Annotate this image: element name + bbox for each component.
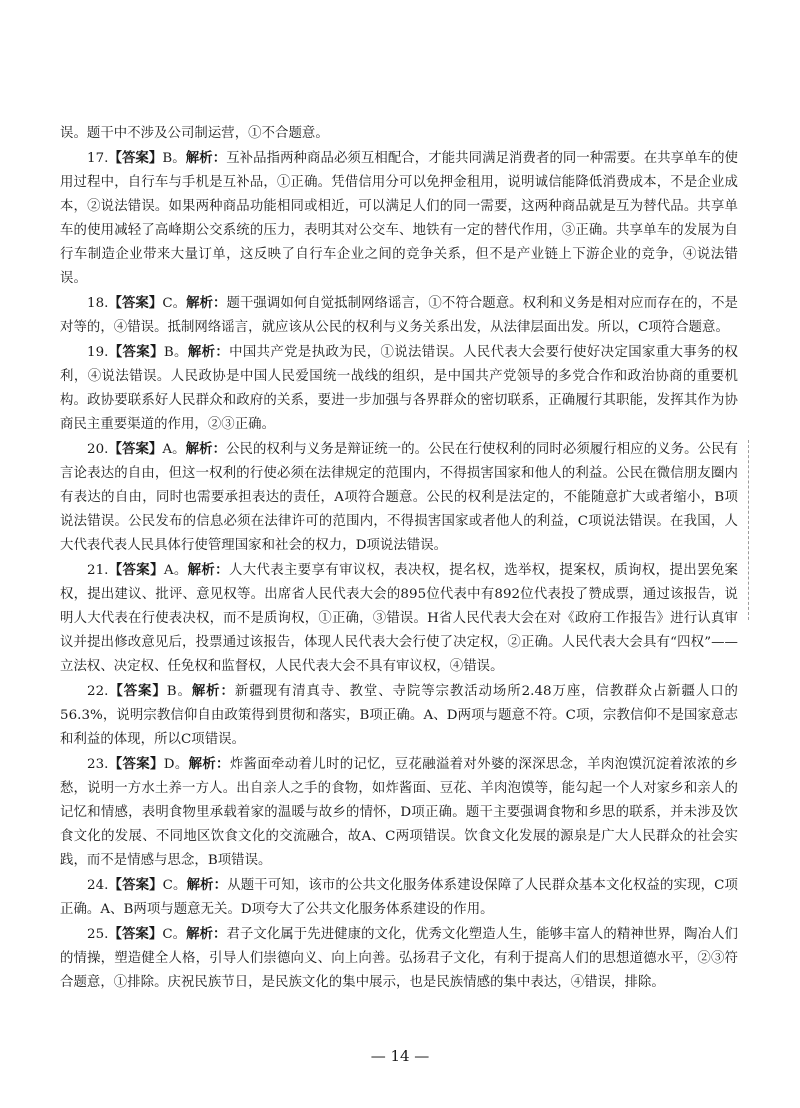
- answer-label: 答案: [121, 441, 149, 457]
- analysis-label: 解析：: [186, 877, 228, 893]
- question-number: 20.: [87, 442, 109, 457]
- analysis-label: 解析：: [188, 756, 230, 772]
- answer-label: 答案: [122, 877, 150, 893]
- answer-label: 答案: [123, 683, 153, 699]
- answer-explanation-body: [60, 122, 738, 995]
- answer-value: A。: [162, 442, 186, 457]
- paragraph-text: 炸酱面牵动着儿时的记忆，豆花融溢着对外婆的深深思念，羊肉泡馍沉淀着浓浓的乡愁，说明一方水土养一方人。出自亲人之手的食物，如炸酱面、豆花、羊肉泡馍等，能勾起一个人对家乡和亲人的记忆和情感，表明食物里承载着家的温暖与故乡的情怀，D项正确。题干主要强调食物和乡思的联系，并未涉及饮食文化的发展、不同地区饮食文化的交流融合，故A、C两项错误。饮食文化发展的源泉是广大人民群众的社会实践，而不是情感与思念，B项错误。: [60, 757, 738, 868]
- answer-value: C。: [162, 927, 187, 942]
- answer-value: C。: [162, 878, 187, 893]
- answer-bracket-open: 【: [108, 877, 123, 893]
- question-number: 17.: [87, 151, 109, 166]
- answer-value: D。: [163, 757, 189, 772]
- answer-value: B。: [163, 345, 188, 360]
- paragraph-q24: [60, 873, 738, 922]
- answer-label: 答案: [122, 756, 150, 772]
- answer-value: B。: [166, 684, 192, 699]
- answer-bracket-close: 】: [148, 926, 163, 942]
- paragraph-text: 公民的权利与义务是辩证统一的。公民在行使权利的同时必须履行相应的义务。公民有言论表达的自由，但这一权利的行使必须在法律规定的范围内，不得损害国家和他人的利益。公民在微信朋友圈内有表达的自由，同时也需要承担表达的责任，A项符合题意。公民的权利是法定的，不能随意扩大或者缩小，B项说法错误。公民发布的信息必须在法律许可的范围内，不得损害国家或者他人的利益，C项说法错误。在我国，人大代表代表人民具体行使管理国家和社会的权力，D项说法错误。: [60, 442, 738, 553]
- answer-label: 答案: [122, 344, 151, 360]
- answer-label: 答案: [122, 562, 151, 578]
- answer-bracket-close: 】: [148, 295, 163, 311]
- answer-bracket-close: 】: [149, 756, 164, 772]
- analysis-label: 解析：: [187, 344, 230, 360]
- paragraph-text: 互补品指两种商品必须互相配合，才能共同满足消费者的同一种需要。在共享单车的使用过程中，自行车与手机是互补品，①正确。凭借信用分可以免押金租用，说明诚信能降低消费成本，不是企业成本，②说法错误。如果两种商品功能相同或相近，可以满足人们的同一需要，这两种商品就是互为替代品。共享单车的使用减轻了高峰期公交系统的压力，表明其对公交车、地铁有一定的替代作用，③正确。共享单车的发展为自行车制造企业带来大量订单，这反映了自行车企业之间的竞争关系，但不是产业链上下游企业的竞争，④说法错误。: [60, 151, 738, 286]
- analysis-label: 解析：: [185, 150, 227, 166]
- paragraph-q19: [60, 340, 738, 437]
- paragraph-text: 人大代表主要享有审议权，表决权，提名权，选举权，提案权，质询权，提出罢免案权，提出建议、批评、意见权等。出席省人民代表大会的895位代表中有892位代表投了赞成票，通过该报告，说明人大代表在行使表决权，而不是质询权，①正确，③错误。H省人民代表大会在对《政府工作报告》进行认真审议并提出修改意见后，投票通过该报告，体现人民代表大会行使了决定权，②正确。人民代表大会具有“四权”——立法权、决定权、任免权和监督权，人民代表大会不具有审议权，④错误。: [60, 563, 738, 674]
- answer-bracket-close: 】: [149, 877, 163, 893]
- answer-bracket-close: 】: [148, 441, 163, 457]
- answer-bracket-close: 】: [148, 150, 163, 166]
- paragraph-q17: [60, 146, 738, 291]
- question-number: 25.: [87, 927, 109, 942]
- answer-label: 答案: [121, 295, 149, 311]
- analysis-label: 解析：: [185, 441, 227, 457]
- paragraph-q20: [60, 437, 738, 558]
- paragraph-q22: [60, 679, 738, 752]
- paragraph-text: 君子文化属于先进健康的文化，优秀文化塑造人生，能够丰富人的精神世界，陶冶人们的情操，塑造健全人格，引导人们崇德向义、向上向善。弘扬君子文化，有利于提高人们的思想道德水平，②③符合题意，①排除。庆祝民族节日，是民族文化的集中展示，也是民族情感的集中表达，④错误，排除。: [60, 927, 738, 990]
- answer-bracket-open: 【: [108, 441, 122, 457]
- paragraph-text: 中国共产党是执政为民，①说法错误。人民代表大会要行使好决定国家重大事务的权利，④说法错误。人民政协是中国人民爱国统一战线的组织，是中国共产党领导的多党合作和政治协商的重要机构。政协要联系好人民群众和政府的关系，要进一步加强与各界群众的密切联系，正确履行其职能，发挥其作为协商民主重要渠道的作用，②③正确。: [60, 345, 738, 432]
- answer-value: A。: [163, 563, 188, 578]
- analysis-label: 解析：: [187, 562, 229, 578]
- answer-bracket-open: 【: [108, 683, 124, 699]
- paragraph-text: 从题干可知，该市的公共文化服务体系建设保障了人民群众基本文化权益的实现，C项正确。A、B两项与题意无关。D项夸大了公共文化服务体系建设的作用。: [60, 878, 738, 917]
- answer-value: C。: [162, 296, 187, 311]
- question-number: 18.: [87, 296, 109, 311]
- margin-scan-mark: [748, 440, 751, 620]
- answer-bracket-close: 】: [150, 344, 164, 360]
- paragraph-q23: [60, 752, 738, 873]
- answer-bracket-open: 【: [108, 344, 123, 360]
- analysis-label: 解析：: [186, 926, 227, 942]
- question-number: 19.: [87, 345, 109, 360]
- answer-bracket-open: 【: [108, 562, 123, 578]
- question-number: 23.: [87, 757, 109, 772]
- question-number: 22.: [87, 684, 109, 699]
- paragraph-text: 误。题干中不涉及公司制运营，①不合题意。: [60, 126, 329, 141]
- paragraph-text: 新疆现有清真寺、教堂、寺院等宗教活动场所2.48万座，信教群众占新疆人口的56.3%，说明宗教信仰自由政策得到贯彻和落实，B项正确。A、D两项与题意不符。C项，宗教信仰不是国家意志和利益的体现，所以C项错误。: [60, 684, 738, 747]
- page-number: — 14 —: [370, 1047, 430, 1065]
- answer-bracket-open: 【: [108, 926, 122, 942]
- paragraph-q18: [60, 291, 738, 340]
- paragraph-q21: [60, 558, 738, 679]
- analysis-label: 解析：: [191, 683, 235, 699]
- answer-bracket-open: 【: [108, 150, 122, 166]
- answer-bracket-close: 】: [152, 683, 167, 699]
- answer-bracket-close: 】: [150, 562, 164, 578]
- question-number: 21.: [87, 563, 109, 578]
- paragraph-q25: [60, 922, 738, 995]
- analysis-label: 解析：: [186, 295, 227, 311]
- question-number: 24.: [87, 878, 109, 893]
- paragraph-continued: [60, 122, 738, 146]
- answer-bracket-open: 【: [108, 295, 122, 311]
- answer-label: 答案: [121, 926, 149, 942]
- answer-label: 答案: [121, 150, 149, 166]
- answer-bracket-open: 【: [108, 756, 123, 772]
- paragraph-text: 题干强调如何自觉抵制网络谣言，①不符合题意。权利和义务是相对应而存在的，不是对等的，④错误。抵制网络谣言，就应该从公民的权利与义务关系出发，从法律层面出发。所以，C项符合题意。: [60, 296, 738, 335]
- answer-value: B。: [162, 151, 186, 166]
